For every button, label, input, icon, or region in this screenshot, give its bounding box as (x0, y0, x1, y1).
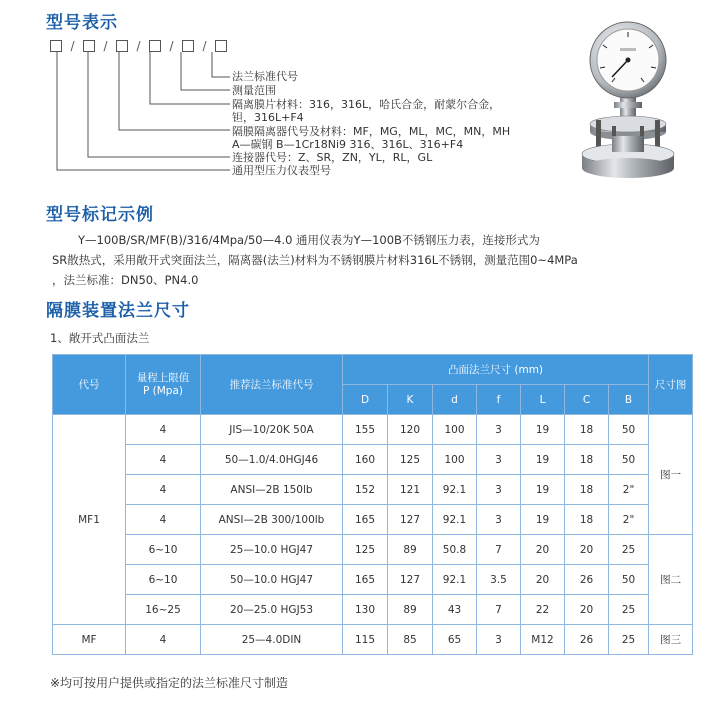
cell-K: 125 (388, 445, 433, 475)
cell-f: 3 (477, 415, 521, 445)
cell-L: 19 (521, 445, 565, 475)
cell-B: 50 (609, 445, 649, 475)
cell-D: 125 (343, 535, 388, 565)
cell-D: 152 (343, 475, 388, 505)
legend-isolator-code: 隔膜隔离器代号及材料：MF，MG，ML，MC，MN，MH (232, 125, 511, 138)
cell-standard: ANSI—2B 150lb (201, 475, 343, 505)
cell-D: 115 (343, 625, 388, 655)
cell-C: 18 (565, 415, 609, 445)
header-standard: 推荐法兰标准代号 (201, 355, 343, 415)
code-separator: / (103, 39, 108, 53)
cell-figure: 图一 (649, 415, 693, 535)
cell-C: 20 (565, 535, 609, 565)
cell-K: 120 (388, 415, 433, 445)
cell-L: 22 (521, 595, 565, 625)
cell-range: 4 (126, 445, 201, 475)
cell-L: 20 (521, 565, 565, 595)
legend-isolator-material: A—碳钢 B—1Cr18Ni9 316、316L、316+F4 (232, 138, 464, 151)
cell-range: 4 (126, 415, 201, 445)
cell-standard: 50—10.0 HGJ47 (201, 565, 343, 595)
cell-D: 155 (343, 415, 388, 445)
cell-L: 19 (521, 415, 565, 445)
table-row (53, 505, 693, 535)
header-dim-B: B (609, 385, 649, 415)
legend-gauge-model: 通用型压力仪表型号 (232, 164, 331, 177)
legend-connector-code: 连接器代号：Z、SR，ZN，YL，RL，GL (232, 151, 433, 164)
table-row (53, 625, 693, 655)
cell-f: 7 (477, 535, 521, 565)
table-row (53, 415, 693, 445)
legend-diaphragm-material-cont: 钽，316L+F4 (232, 111, 304, 124)
cell-B: 25 (609, 595, 649, 625)
header-dim-f: f (477, 385, 521, 415)
flange-size-heading: 隔膜装置法兰尺寸 (46, 301, 190, 321)
cell-d: 92.1 (433, 505, 477, 535)
example-line-2: SR散热式，采用敞开式突面法兰，隔离器(法兰)材料为不锈钢膜片材料316L不锈钢，测量范围0~4MPa (52, 253, 578, 267)
cell-standard: 20—25.0 HGJ53 (201, 595, 343, 625)
cell-D: 130 (343, 595, 388, 625)
cell-L: 20 (521, 535, 565, 565)
cell-f: 7 (477, 595, 521, 625)
cell-L: M12 (521, 625, 565, 655)
cell-B: 2" (609, 475, 649, 505)
cell-range: 4 (126, 625, 201, 655)
code-separator: / (136, 39, 141, 53)
model-notation-heading: 型号表示 (46, 13, 118, 33)
cell-K: 89 (388, 595, 433, 625)
cell-d: 65 (433, 625, 477, 655)
cell-d: 92.1 (433, 565, 477, 595)
cell-d: 100 (433, 445, 477, 475)
cell-f: 3 (477, 445, 521, 475)
code-separator: / (70, 39, 75, 53)
cell-d: 43 (433, 595, 477, 625)
model-example-heading: 型号标记示例 (46, 205, 154, 225)
header-dim-d: d (433, 385, 477, 415)
header-dim-K: K (388, 385, 433, 415)
table-row (53, 445, 693, 475)
cell-d: 92.1 (433, 475, 477, 505)
cell-f: 3.5 (477, 565, 521, 595)
cell-standard: ANSI—2B 300/100lb (201, 505, 343, 535)
cell-code: MF1 (53, 415, 126, 625)
table-row (53, 595, 693, 625)
header-dim-D: D (343, 385, 388, 415)
cell-standard: 25—4.0DIN (201, 625, 343, 655)
cell-C: 26 (565, 565, 609, 595)
cell-d: 50.8 (433, 535, 477, 565)
cell-C: 18 (565, 475, 609, 505)
header-dim-L: L (521, 385, 565, 415)
cell-C: 26 (565, 625, 609, 655)
cell-D: 165 (343, 505, 388, 535)
cell-L: 19 (521, 505, 565, 535)
header-figure: 尺寸图 (649, 355, 693, 415)
cell-K: 127 (388, 565, 433, 595)
legend-diaphragm-material: 隔离膜片材料：316，316L，哈氏合金，耐蒙尔合金， (232, 98, 501, 111)
cell-K: 121 (388, 475, 433, 505)
cell-standard: 50—1.0/4.0HGJ46 (201, 445, 343, 475)
cell-range: 4 (126, 475, 201, 505)
cell-D: 160 (343, 445, 388, 475)
cell-range: 4 (126, 505, 201, 535)
cell-B: 25 (609, 535, 649, 565)
footnote: ※均可按用户提供或指定的法兰标准尺寸制造 (50, 676, 289, 690)
cell-C: 18 (565, 505, 609, 535)
cell-K: 85 (388, 625, 433, 655)
cell-figure: 图三 (649, 625, 693, 655)
cell-B: 2" (609, 505, 649, 535)
table-row (53, 475, 693, 505)
cell-B: 50 (609, 415, 649, 445)
cell-range: 6~10 (126, 535, 201, 565)
cell-f: 3 (477, 475, 521, 505)
cell-C: 18 (565, 445, 609, 475)
header-dim-C: C (565, 385, 609, 415)
cell-code: MF (53, 625, 126, 655)
cell-K: 89 (388, 535, 433, 565)
table-row (53, 535, 693, 565)
cell-standard: 25—10.0 HGJ47 (201, 535, 343, 565)
example-line-3: ，法兰标准：DN50、PN4.0 (52, 273, 199, 287)
code-separator: / (202, 39, 207, 53)
cell-B: 25 (609, 625, 649, 655)
legend-flange-standard: 法兰标准代号 (232, 70, 298, 83)
cell-d: 100 (433, 415, 477, 445)
header-dimension-group: 凸面法兰尺寸 (mm) (343, 355, 649, 385)
header-code: 代号 (53, 355, 126, 415)
diaphragm-gauge-image (568, 20, 688, 188)
cell-standard: JIS—10/20K 50A (201, 415, 343, 445)
section-subtitle: 1、敞开式凸面法兰 (50, 331, 150, 345)
cell-f: 3 (477, 625, 521, 655)
cell-range: 6~10 (126, 565, 201, 595)
cell-K: 127 (388, 505, 433, 535)
cell-C: 20 (565, 595, 609, 625)
cell-D: 165 (343, 565, 388, 595)
cell-range: 16~25 (126, 595, 201, 625)
example-line-1: Y—100B/SR/MF(B)/316/4Mpa/50—4.0 通用仪表为Y—100B不锈钢压力表，连接形式为 (78, 233, 540, 247)
table-row (53, 565, 693, 595)
code-separator: / (169, 39, 174, 53)
cell-L: 19 (521, 475, 565, 505)
cell-B: 50 (609, 565, 649, 595)
flange-dimension-table (52, 354, 693, 655)
header-range: 量程上限值P (Mpa) (126, 355, 201, 415)
cell-f: 3 (477, 505, 521, 535)
legend-measuring-range: 测量范围 (232, 84, 276, 97)
cell-figure: 图二 (649, 535, 693, 625)
